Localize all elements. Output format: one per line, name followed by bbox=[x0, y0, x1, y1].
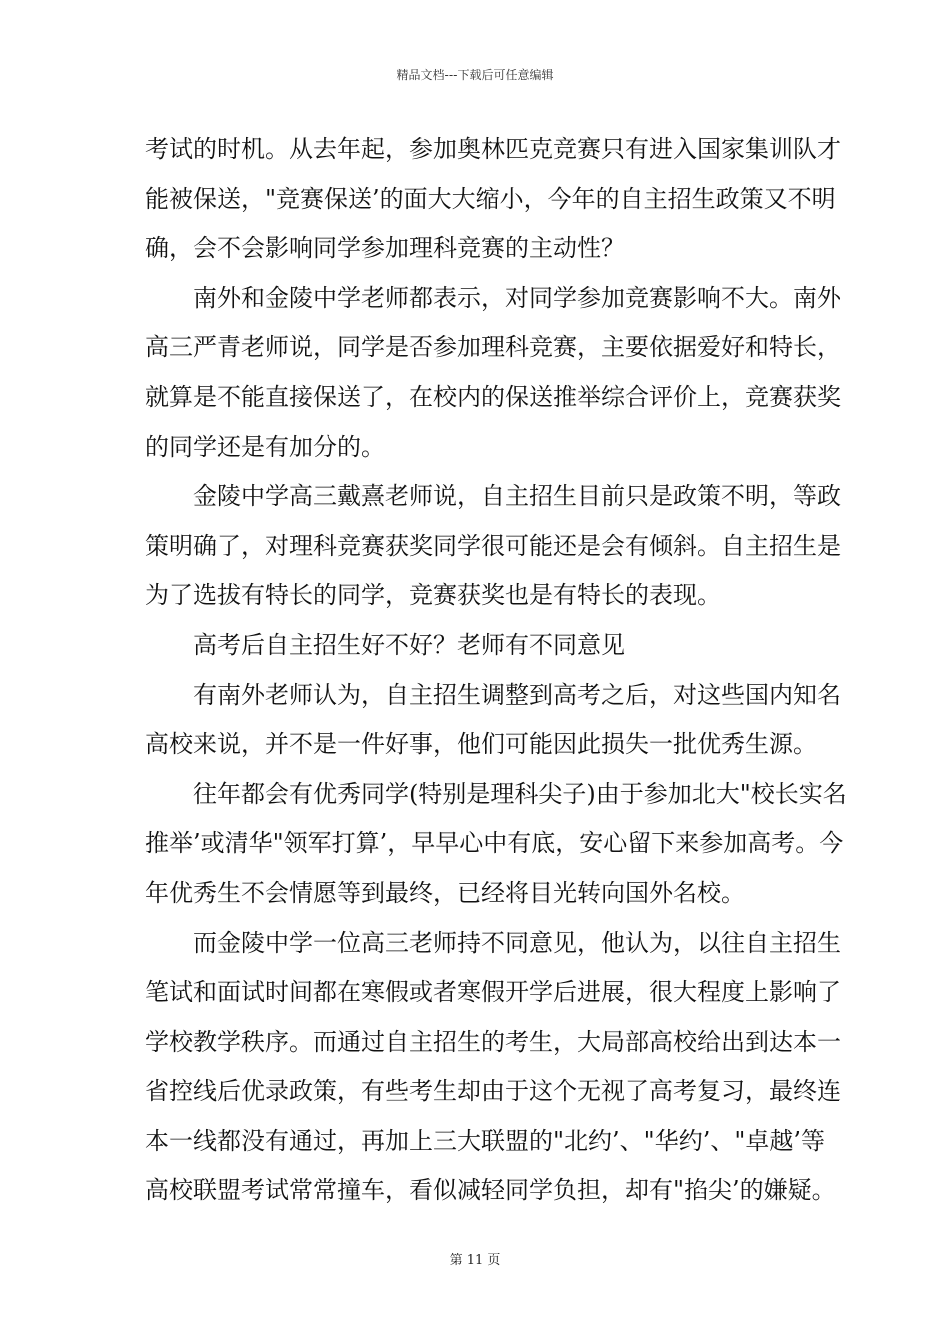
text-line: 省控线后优录政策，有些考生却由于这个无视了高考复习，最终连 bbox=[145, 1077, 841, 1106]
text-line: 笔试和面试时间都在寒假或者寒假开学后进展，很大程度上影响了 bbox=[145, 978, 841, 1007]
section-heading-line: 高考后自主招生好不好？老师有不同意见 bbox=[193, 630, 625, 659]
text-line: 为了选拔有特长的同学，竞赛获奖也是有特长的表现。 bbox=[145, 581, 721, 610]
text-line: 高校联盟考试常常撞车，看似减轻同学负担，却有"掐尖’的嫌疑。 bbox=[145, 1176, 836, 1205]
page-number: 第 11 页 bbox=[449, 1253, 501, 1268]
text-line: 高校来说，并不是一件好事，他们可能因此损失一批优秀生源。 bbox=[145, 730, 817, 759]
document-body bbox=[145, 125, 847, 1216]
paragraph-start-line: 有南外老师认为，自主招生调整到高考之后，对这些国内知名 bbox=[193, 680, 841, 709]
text-line: 高三严青老师说，同学是否参加理科竞赛，主要依据爱好和特长， bbox=[145, 333, 841, 362]
text-line: 考试的时机。从去年起，参加奥林匹克竞赛只有进入国家集训队才 bbox=[145, 135, 841, 163]
paragraph-start-line: 金陵中学高三戴熹老师说，自主招生目前只是政策不明，等政 bbox=[193, 482, 841, 511]
text-line: 就算是不能直接保送了，在校内的保送推举综合评价上，竞赛获奖 bbox=[145, 382, 841, 411]
text-line: 学校教学秩序。而通过自主招生的考生，大局部高校给出到达本一 bbox=[145, 1027, 841, 1056]
text-line: 策明确了，对理科竞赛获奖同学很可能还是会有倾斜。自主招生是 bbox=[145, 531, 841, 560]
paragraph-start-line: 往年都会有优秀同学(特别是理科尖子)由于参加北大"校长实名 bbox=[193, 779, 847, 808]
text-line: 确，会不会影响同学参加理科竞赛的主动性？ bbox=[145, 234, 625, 263]
text-line: 年优秀生不会情愿等到最终，已经将目光转向国外名校。 bbox=[145, 878, 745, 907]
paragraph-start-line: 而金陵中学一位高三老师持不同意见，他认为，以往自主招生 bbox=[193, 928, 841, 957]
text-line: 的同学还是有加分的。 bbox=[145, 432, 385, 461]
text-line: 能被保送，"竞赛保送’的面大大缩小，今年的自主招生政策又不明 bbox=[145, 184, 836, 213]
text-line: 推举’或清华"领军打算’，早早心中有底，安心留下来参加高考。今 bbox=[145, 829, 844, 858]
page-header: 精品文档---下载后可任意编辑 bbox=[396, 68, 554, 82]
text-line: 本一线都没有通过，再加上三大联盟的"北约’、"华约’、"卓越’等 bbox=[145, 1126, 826, 1155]
paragraph-start-line: 南外和金陵中学老师都表示，对同学参加竞赛影响不大。南外 bbox=[193, 283, 841, 312]
